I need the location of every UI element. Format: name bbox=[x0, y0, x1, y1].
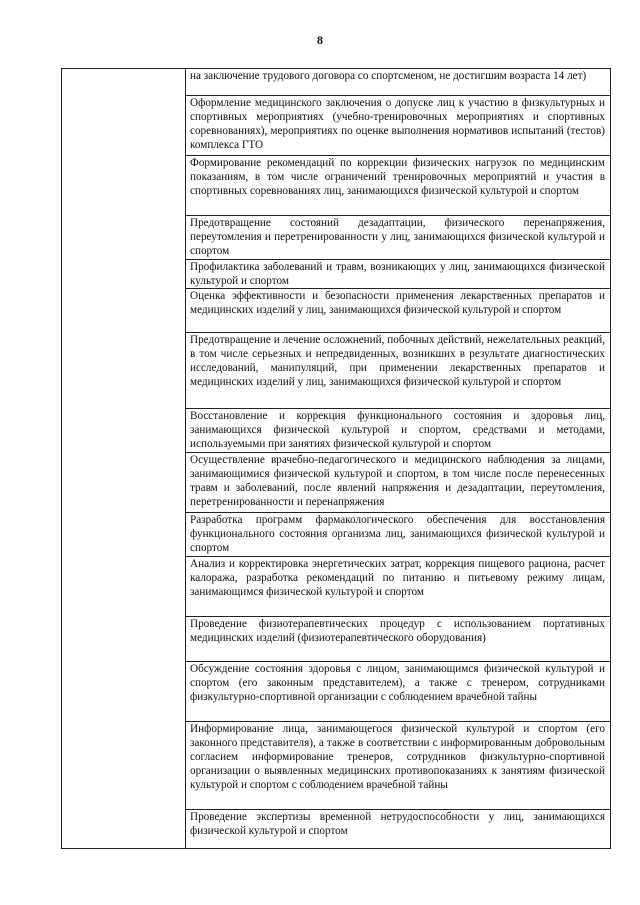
table-row-6: Предотвращение и лечение осложнений, побочных действий, нежелательных реакций, в том числе серьезных и непредвиденных, возникших в результате диагностических исследований, манипуляций, при применении лекарственных препаратов и медицинских изделий у лиц, занимающихся физической культурой и спортом bbox=[186, 333, 610, 409]
table-right-column bbox=[186, 69, 610, 854]
table-row-11: Проведение физиотерапевтических процедур с использованием портативных медицинских изделий (физиотерапевтического оборудования) bbox=[186, 617, 610, 662]
table-row-13: Информирование лица, занимающегося физической культурой и спортом (его законного представителя), а также в соответствии с информированным добровольным согласием информирование тренеров, сотрудников физкультурно-спортивной организации о выявленных медицинских противопоказаниях к занятиям физической культурой и спортом с соблюдением врачебной тайны bbox=[186, 722, 610, 810]
table-row-0: на заключение трудового договора со спортсменом, не достигшим возраста 14 лет) bbox=[186, 69, 610, 96]
table-row-9: Разработка программ фармакологического обеспечения для восстановления функционального состояния организма лиц, занимающихся физической культурой и спортом bbox=[186, 513, 610, 557]
table-row-3: Предотвращение состояний дезадаптации, физического перенапряжения, переутомления и перетренированности у лиц, занимающихся физической культурой и спортом bbox=[186, 216, 610, 260]
table-row-4: Профилактика заболеваний и травм, возникающих у лиц, занимающихся физической культурой и спортом bbox=[186, 260, 610, 289]
table-left-column-empty bbox=[62, 69, 186, 848]
table-row-14: Проведение экспертизы временной нетрудоспособности у лиц, занимающихся физической культурой и спортом bbox=[190, 811, 605, 837]
labor-functions-table bbox=[61, 68, 611, 849]
table-row-7: Восстановление и коррекция функционального состояния и здоровья лиц, занимающихся физической культурой и спортом, средствами и методами, используемыми при занятиях физической культурой и спортом bbox=[186, 409, 610, 453]
table-row-5: Оценка эффективности и безопасности применения лекарственных препаратов и медицинских изделий у лиц, занимающихся физической культурой и спортом bbox=[186, 289, 610, 333]
table-row-8: Осуществление врачебно-педагогического и медицинского наблюдения за лицами, занимающимися физической культурой и спортом, в том числе после перенесенных травм и заболеваний, после явлений напряжения и дезадаптации, переутомления, перетренированности и перенапряжения bbox=[186, 453, 610, 513]
table-row-12: Обсуждение состояния здоровья с лицом, занимающимся физической культурой и спортом (его законным представителем), а также с тренером, сотрудниками физкультурно-спортивной организации с соблюдением врачебной тайны bbox=[186, 662, 610, 722]
table-row-10: Анализ и корректировка энергетических затрат, коррекция пищевого рациона, расчет калоража, разработка рекомендаций по питанию и питьевому режиму лицам, занимающимся физической культурой и спортом bbox=[186, 557, 610, 617]
table-row-2: Формирование рекомендаций по коррекции физических нагрузок по медицинским показаниям, в том числе ограничений тренировочных мероприятий и участия в спортивных соревнованиях лиц, занимающихся физической культурой и спортом bbox=[186, 156, 610, 216]
table-row-1: Оформление медицинского заключения о допуске лиц к участию в физкультурных и спортивных мероприятиях (учебно-тренировочных мероприятиях и спортивных соревнованиях), мероприятиях по оценке выполнения нормативов испытаний (тестов) комплекса ГТО bbox=[186, 96, 610, 156]
page-number: 8 bbox=[317, 33, 323, 47]
